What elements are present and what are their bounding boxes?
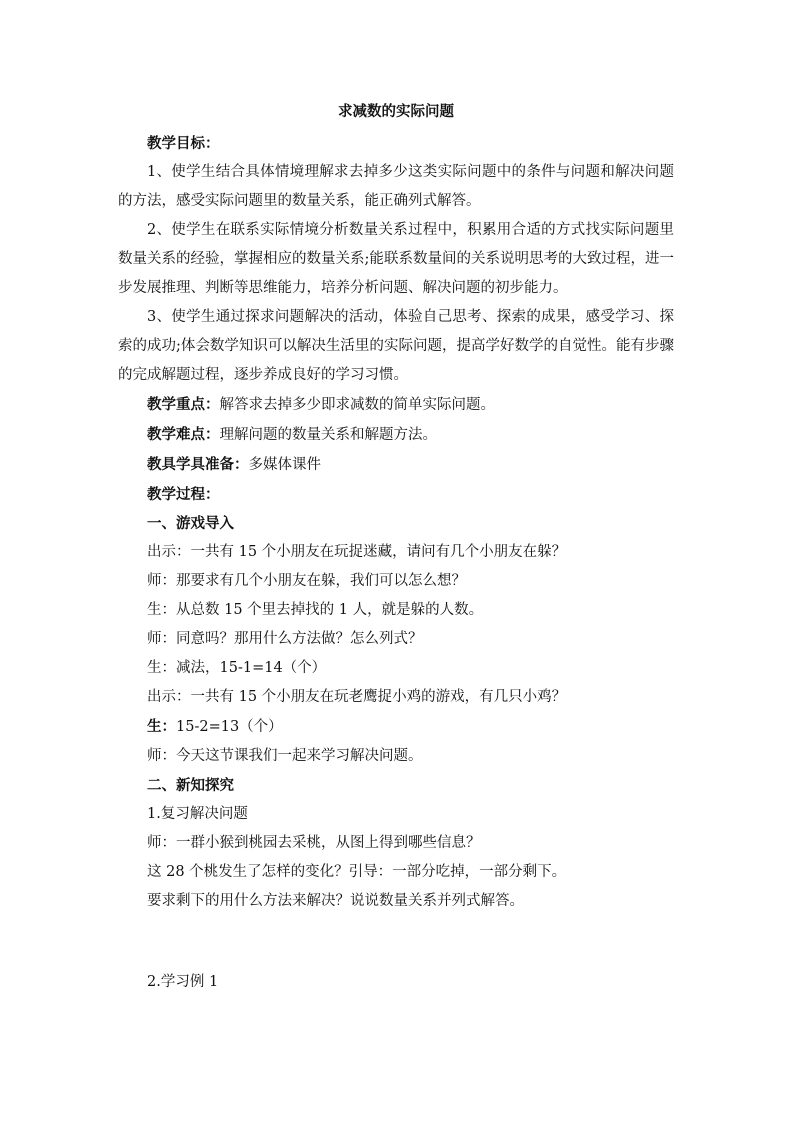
key-point-text: 解答求去掉多少即求减数的简单实际问题。	[219, 397, 495, 413]
difficulty-label: 教学难点：	[147, 426, 220, 443]
objective-3: 3、使学生通过探求问题解决的活动，体验自己思考、探索的成果，感受学习、探索的成功;体会数学知识可以解决生活里的实际问题，提高学好数学的自觉性。能有步骤的完成解题过程，逐步养成良好的学习习惯。	[118, 309, 674, 383]
section-1-line-2: 师：那要求有几个小朋友在躲，我们可以怎么想？	[147, 573, 466, 589]
section-1-line-8: 师：今天这节课我们一起来学习解决问题。	[147, 748, 423, 764]
section-2-line-4: 要求剩下的用什么方法来解决？说说数量关系并列式解答。	[147, 893, 524, 909]
objectives-heading: 教学目标：	[147, 135, 220, 152]
section-1-line-7-text: 15-2=13（个）	[176, 719, 283, 735]
materials-row	[118, 450, 674, 480]
section-2-line-5: 2.学习例 1	[147, 974, 219, 990]
section-2-line-3: 这 28 个桃发生了怎样的变化？引导：一部分吃掉，一部分剩下。	[147, 864, 567, 880]
key-point-row	[118, 390, 674, 420]
section-1-line-4: 师：同意吗？那用什么方法做？怎么列式？	[147, 631, 423, 647]
objective-2: 2、使学生在联系实际情境分析数量关系过程中，积累用合适的方式找实际问题里数量关系的经验，掌握相应的数量关系;能联系数量间的关系说明思考的大致过程，进一步发展推理、判断等思维能力，培养分析问题、解决问题的初步能力。	[118, 222, 674, 296]
document-title: 求减数的实际问题	[338, 103, 454, 120]
section-1-line-6: 出示：一共有 15 个小朋友在玩老鹰捉小鸡的游戏，有几只小鸡？	[147, 689, 567, 705]
process-heading: 教学过程：	[147, 486, 220, 503]
blank-gap	[118, 945, 674, 968]
difficulty-row	[118, 420, 674, 450]
section-1-line-7-label: 生：	[147, 718, 176, 735]
materials-text: 多媒体课件	[248, 457, 321, 473]
section-1-line-1: 出示：一共有 15 个小朋友在玩捉迷藏，请问有几个小朋友在躲？	[147, 544, 567, 560]
document-body	[118, 99, 674, 997]
section-2-heading: 二、新知探究	[147, 777, 234, 794]
objective-1: 1、使学生结合具体情境理解求去掉多少这类实际问题中的条件与问题和解决问题的方法，感受实际问题里的数量关系，能正确列式解答。	[118, 164, 674, 209]
materials-label: 教具学具准备：	[147, 456, 249, 473]
section-2-line-2: 师：一群小猴到桃园去采桃，从图上得到哪些信息？	[147, 835, 481, 851]
section-2-line-1: 1.复习解决问题	[147, 806, 248, 822]
section-1-line-3: 生：从总数 15 个里去掉找的 1 人，就是躲的人数。	[147, 602, 484, 618]
difficulty-text: 理解问题的数量关系和解题方法。	[219, 427, 437, 443]
section-1-line-7	[118, 712, 674, 742]
key-point-label: 教学重点：	[147, 396, 220, 413]
section-1-heading: 一、游戏导入	[147, 515, 234, 532]
section-1-line-5: 生：减法，15-1=14（个）	[147, 660, 327, 676]
blank-line	[118, 916, 674, 945]
